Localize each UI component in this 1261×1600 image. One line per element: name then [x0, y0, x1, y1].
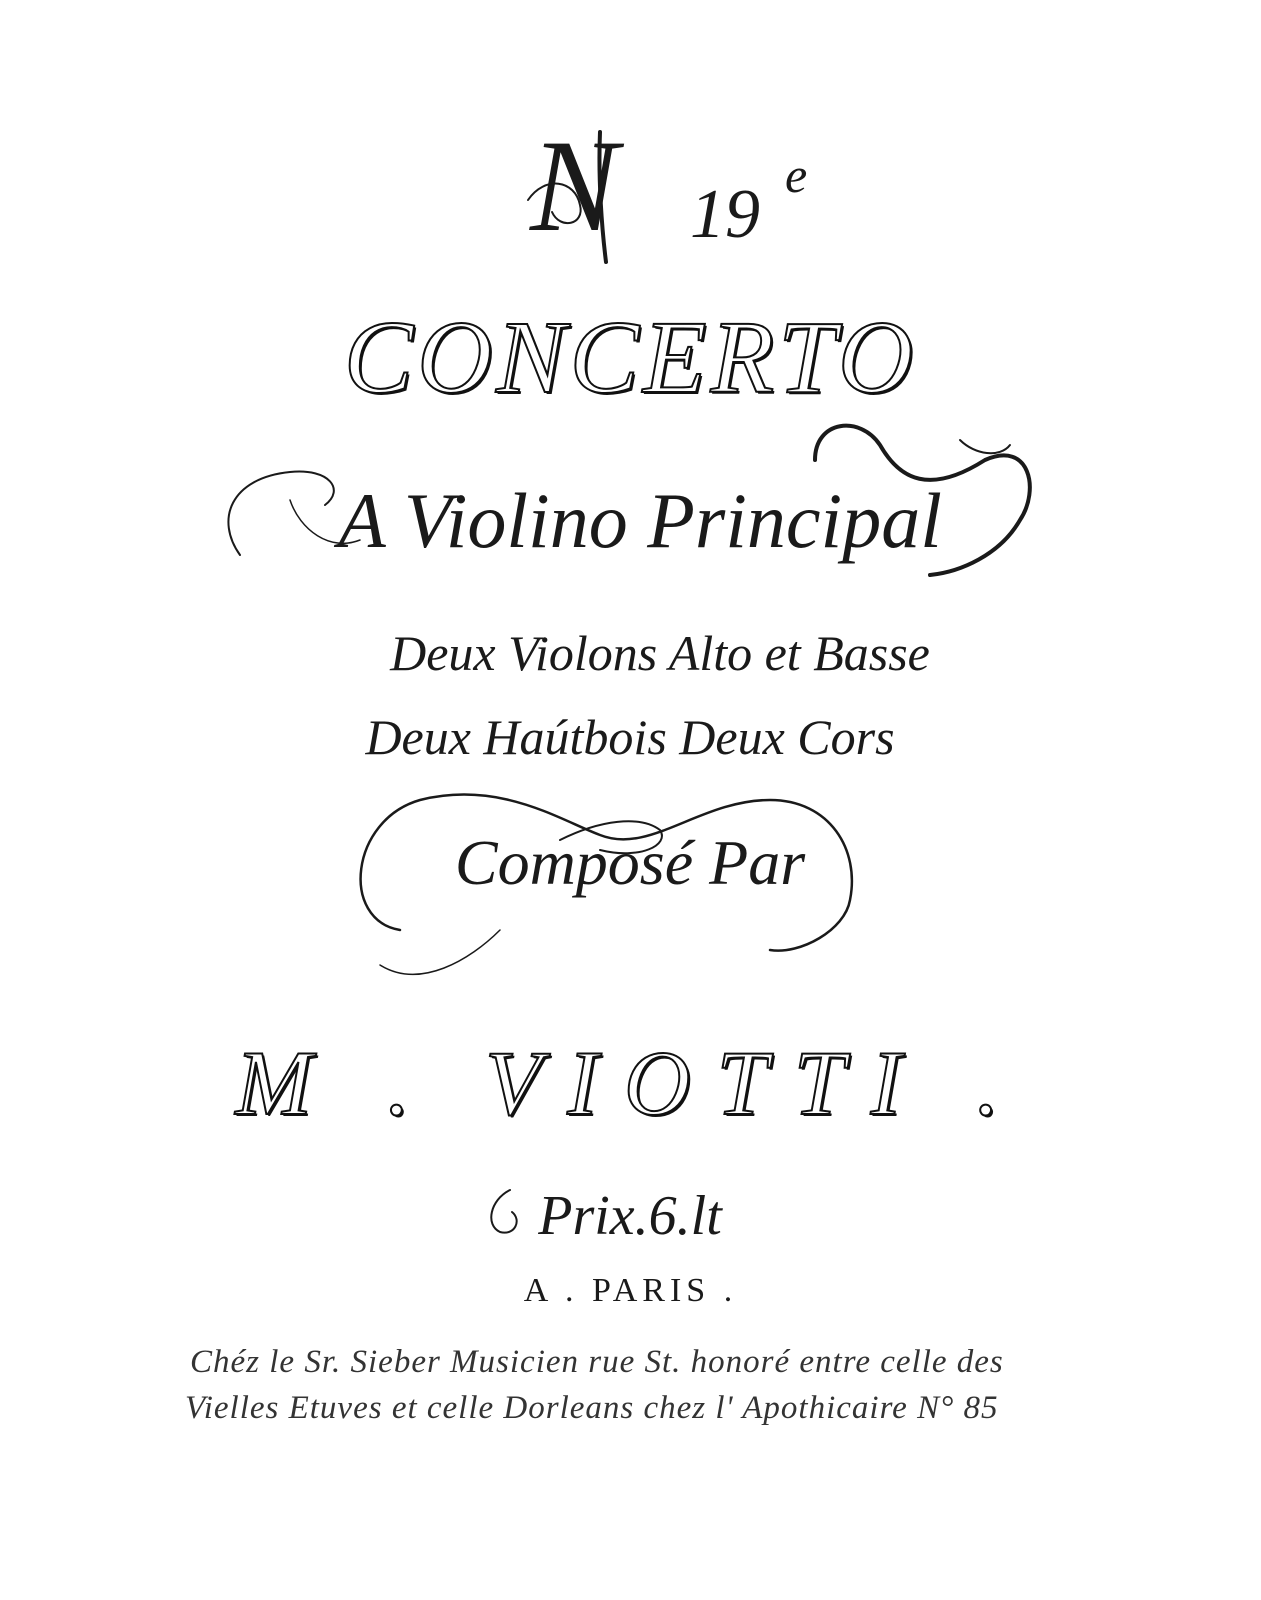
page-title: CONCERTO: [343, 300, 918, 415]
instrumentation-line-2: Deux Haútbois Deux Cors: [365, 709, 895, 765]
publisher-address-line-2: Vielles Etuves et celle Dorleans chez l' Apothicaire N° 85: [185, 1390, 999, 1426]
instrumentation-line-1: Deux Violons Alto et Basse: [390, 625, 930, 681]
number-letter: N: [530, 112, 619, 259]
catalogue-number: [520, 112, 860, 280]
publisher-address-line-1: Chéz le Sr. Sieber Musicien rue St. honoré entre celle des: [190, 1344, 1004, 1380]
composer-name: M . VIOTTI .: [235, 1032, 1026, 1134]
composed-by-label: Composé Par: [454, 827, 806, 898]
number-value: 19: [690, 176, 760, 253]
subtitle: A Violino Principal: [338, 477, 942, 564]
publication-city: A . PARIS .: [523, 1272, 738, 1309]
price: Prix.6.lt: [538, 1185, 722, 1247]
number-suffix: e: [785, 147, 808, 203]
